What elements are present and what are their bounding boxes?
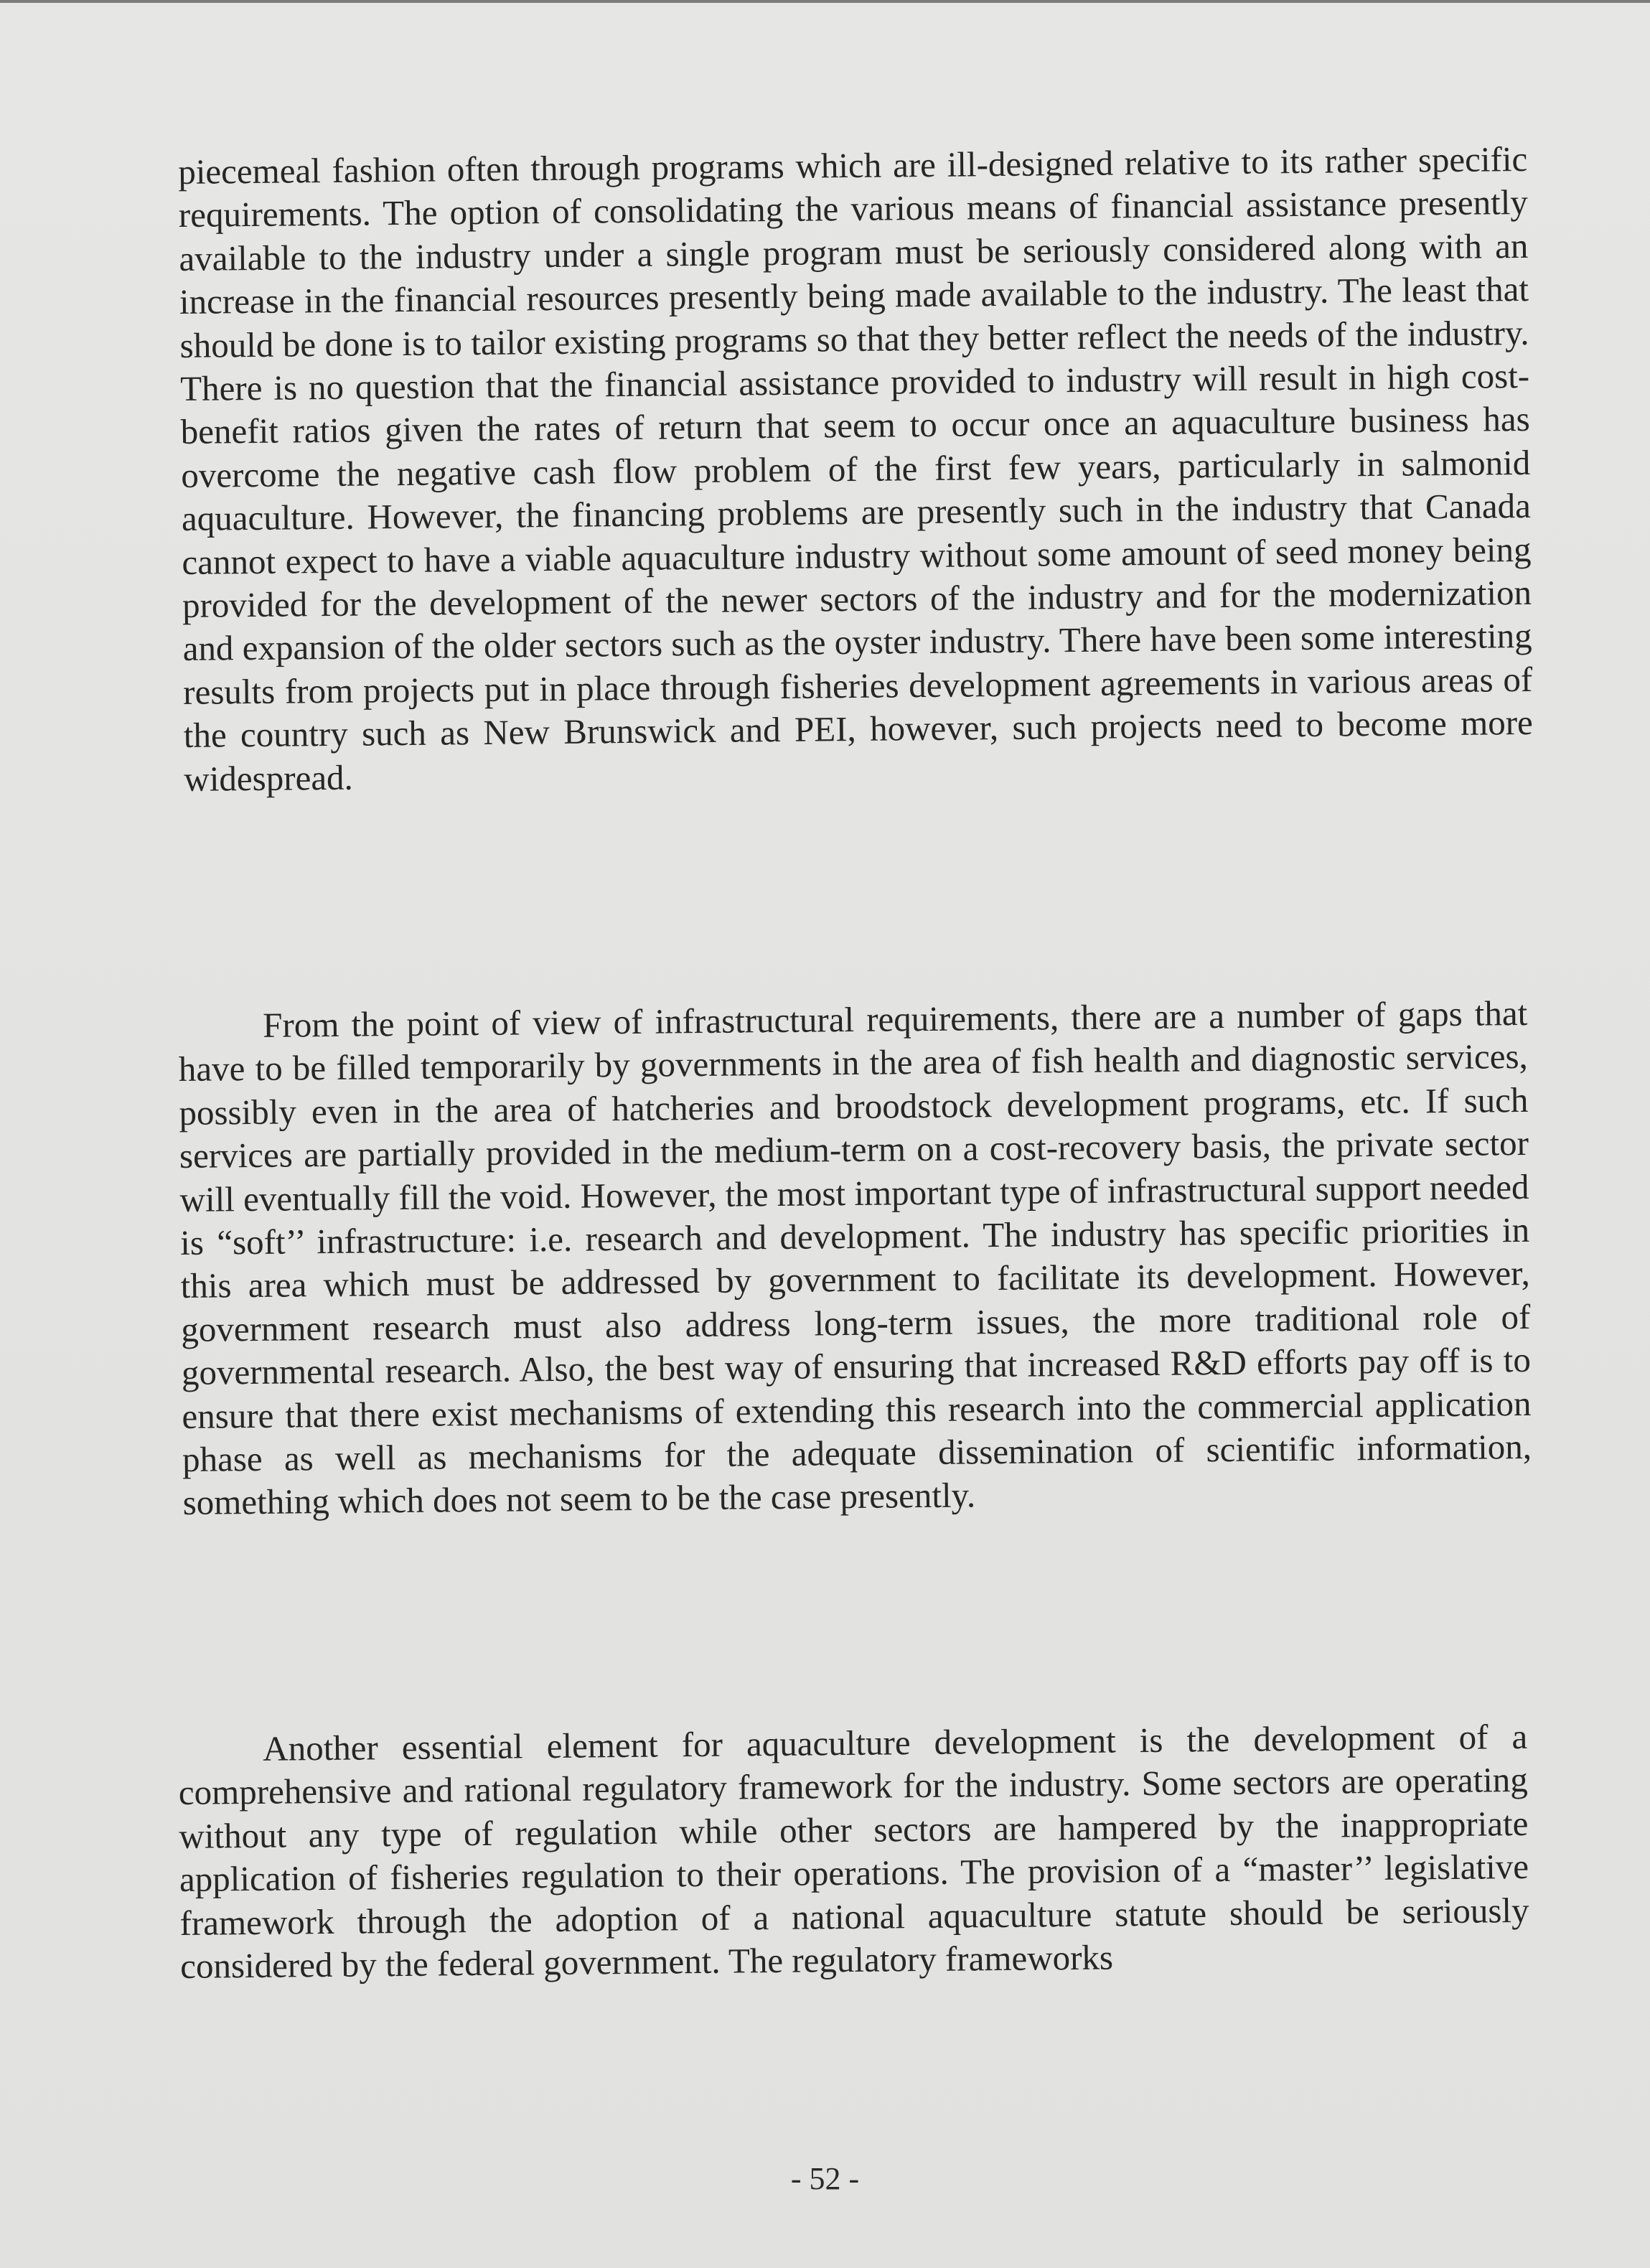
page-top-edge <box>0 0 1650 3</box>
paragraph-infrastructure <box>178 992 1532 1525</box>
paragraph-text: From the point of view of infrastructural requirements, there are a number of gaps that have to be filled temporarily by governments in the area of fish health and diagnostic services, possibly even in the area of hatcheries and broodstock development programs, etc. If such services are partially provided in the medium-term on a cost-recovery basis, the private sector will eventually fill the void. However, the most important type of infrastructural support needed is “soft’’ infrastructure: i.e. research and development. The industry has specific priorities in this area which must be addressed by government to facilitate its development. However, government research must also address long-term issues, the more traditional role of governmental research. Also, the best way of ensuring that increased R&D efforts pay off is to ensure that there exist mechanisms of extending this research into the commercial application phase as well as mechanisms for the adequate dissemination of scientific information, something which does not seem to be the case presently. <box>178 993 1532 1523</box>
paragraph-text: Another essential element for aquaculture development is the development of a comprehensive and rational regulatory framework for the industry. Some sectors are operating without any type of regulation while other sectors are hampered by the inappropriate application of fisheries regulation to their operations. The provision of a “master’’ legislative framework through the adoption of a national aquaculture statute should be seriously considered by the federal government. The regulatory frameworks <box>178 1716 1529 1987</box>
page-number: - 52 - <box>790 2161 860 2196</box>
paragraph-regulatory <box>178 1715 1529 1988</box>
paragraph-text: piecemeal fashion often through programs which are ill-designed relative to its rather specific requirements. The option of consolidating the various means of financial assistance presently available to the industry under a single program must be seriously considered along with an increase in the financial resources presently being made available to the industry. The least that should be done is to tailor existing programs so that they better reflect the needs of the industry. There is no question that the financial assistance provided to industry will result in high cost-benefit ratios given the rates of return that seem to occur once an aquaculture business has overcome the negative cash flow problem of the first few years, particularly in salmonid aquaculture. However, the financing problems are presently such in the industry that Canada cannot expect to have a viable aquaculture industry without some amount of seed money being provided for the development of the newer sectors of the industry and for the modernization and expansion of the older sectors such as the oyster industry. There have been some interesting results from projects put in place through fisheries development agreements in various areas of the country such as New Brunswick and PEI, however, such projects need to become more widespread. <box>178 139 1533 799</box>
paragraph-financing <box>178 138 1534 801</box>
